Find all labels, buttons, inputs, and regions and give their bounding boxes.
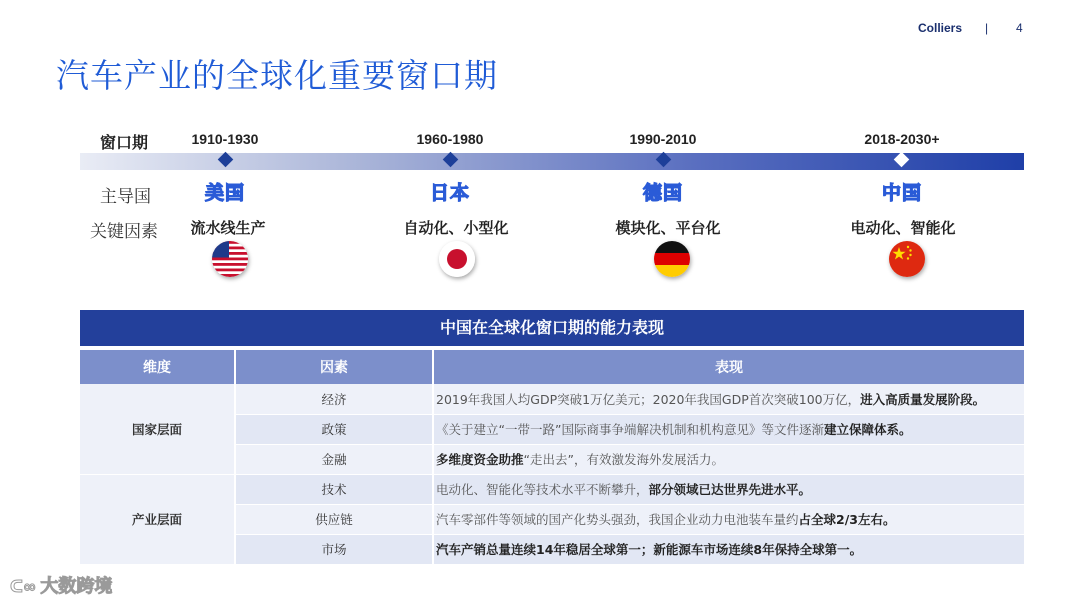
period-1: 1910-1930	[191, 131, 259, 147]
table-header-row	[80, 350, 1024, 384]
country-usa: 美国	[204, 182, 245, 204]
usa-flag-icon	[212, 241, 248, 277]
japan-flag-icon	[439, 241, 475, 277]
factor-cell: 政策	[235, 414, 433, 444]
factor-cell: 供应链	[235, 504, 433, 534]
factor-cell: 经济	[235, 384, 433, 414]
table-row	[80, 474, 1024, 504]
factor-usa: 流水线生产	[190, 219, 266, 237]
logo-icon: ᑕ∞	[10, 577, 37, 596]
period-4: 2018-2030+	[864, 131, 940, 147]
factor-cell: 技术	[235, 474, 433, 504]
germany-flag-icon	[654, 241, 690, 277]
country-japan: 日本	[429, 182, 470, 204]
capability-table	[80, 350, 1024, 565]
watermark	[10, 572, 112, 598]
performance-cell: 电动化、智能化等技术水平不断攀升，部分领域已达世界先进水平。	[433, 474, 1024, 504]
factor-japan: 自动化、小型化	[403, 219, 509, 237]
page-number: 4	[1016, 21, 1023, 35]
header-performance: 表现	[433, 350, 1024, 384]
factor-cell: 市场	[235, 534, 433, 564]
key-factor-label: 关键因素	[90, 222, 158, 242]
china-flag-icon	[889, 241, 925, 277]
brand-logo-text: Colliers	[918, 21, 963, 35]
dimension-industry: 产业层面	[80, 474, 235, 564]
watermark-text: 大数跨境	[40, 576, 113, 597]
performance-cell: 2019年我国人均GDP突破1万亿美元；2020年我国GDP首次突破100万亿，进入高质量发展阶段。	[433, 384, 1024, 414]
header-separator: |	[985, 21, 989, 35]
table-row	[80, 384, 1024, 414]
country-china: 中国	[881, 182, 922, 204]
header-dimension: 维度	[80, 350, 235, 384]
performance-cell: 汽车产销总量连续14年稳居全球第一；新能源车市场连续8年保持全球第一。	[433, 534, 1024, 564]
table-title: 中国在全球化窗口期的能力表现	[80, 310, 1024, 346]
performance-cell: 汽车零部件等领域的国产化势头强劲，我国企业动力电池装车量约占全球2/3左右。	[433, 504, 1024, 534]
header-factor: 因素	[235, 350, 433, 384]
country-germany: 德国	[642, 182, 683, 204]
factor-cell: 金融	[235, 444, 433, 474]
performance-cell: 多维度资金助推“走出去”，有效激发海外发展活力。	[433, 444, 1024, 474]
period-3: 1990-2010	[629, 131, 697, 147]
factor-china: 电动化、智能化	[850, 219, 956, 237]
performance-cell: 《关于建立“一带一路”国际商事争端解决机制和机构意见》等文件逐渐建立保障体系。	[433, 414, 1024, 444]
factor-germany: 模块化、平台化	[615, 219, 721, 237]
period-2: 1960-1980	[416, 131, 484, 147]
page-title: 汽车产业的全球化重要窗口期	[56, 56, 498, 95]
dimension-national: 国家层面	[80, 384, 235, 474]
window-period-label: 窗口期	[100, 133, 149, 152]
leading-country-label: 主导国	[100, 187, 151, 207]
